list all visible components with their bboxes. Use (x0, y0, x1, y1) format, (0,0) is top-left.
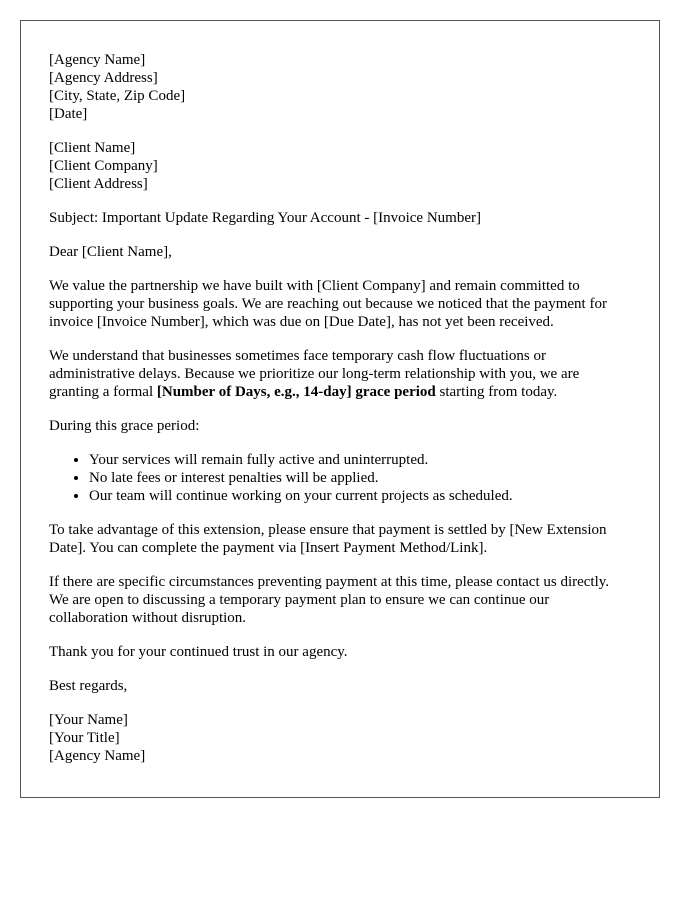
letter-page (20, 20, 660, 798)
paragraph-partnership: We value the partnership we have built with [Client Company] and remain committed to supporting your business goals. We are reaching out because we noticed that the payment for invoice [Invoice Number], which was due on [Due Date], has not yet been received. (49, 278, 607, 330)
recipient-company: [Client Company] (49, 158, 158, 174)
recipient-name: [Client Name] (49, 140, 136, 156)
grace-period-intro: During this grace period: (49, 418, 200, 434)
grace-period-emphasis: [Number of Days, e.g., 14-day] grace period (156, 384, 436, 400)
paragraph-payment-plan: If there are specific circumstances preventing payment at this time, please contact us directly. We are open to discussing a temporary payment plan to ensure we can continue our collaboration without disruption. (49, 574, 610, 626)
sender-address: [Agency Address] (49, 70, 158, 86)
closing: Best regards, (49, 678, 128, 694)
paragraph-thanks: Thank you for your continued trust in our agency. (49, 644, 348, 660)
sender-city-state-zip: [City, State, Zip Code] (49, 88, 186, 104)
recipient-address: [Client Address] (49, 176, 148, 192)
signer-name: [Your Name] (49, 712, 128, 728)
signer-agency: [Agency Name] (49, 748, 146, 764)
paragraph-payment-deadline: To take advantage of this extension, please ensure that payment is settled by [New Extension Date]. You can complete the payment via [Insert Payment Method/Link]. (49, 522, 607, 556)
grace-period-text-before: We understand that businesses sometimes face temporary cash flow fluctuations or administrative delays. Because we prioritize our long-term relationship with you, we are granting a formal (49, 348, 580, 400)
recipient-address-block (49, 139, 631, 193)
subject-line: Subject: Important Update Regarding Your Account - [Invoice Number] (49, 210, 481, 226)
letter-date: [Date] (49, 106, 88, 122)
grace-period-text-after: starting from today. (435, 384, 558, 400)
signer-title: [Your Title] (49, 730, 120, 746)
paragraph-grace-period (49, 347, 631, 401)
list-item: • Your services will remain fully active and uninterrupted. (89, 451, 631, 469)
sender-address-block (49, 51, 631, 123)
grace-period-benefits-list (49, 451, 631, 505)
sender-name: [Agency Name] (49, 52, 146, 68)
salutation: Dear [Client Name], (49, 244, 172, 260)
list-item: • No late fees or interest penalties will be applied. (89, 469, 631, 487)
signature-block (49, 711, 631, 765)
list-item: • Our team will continue working on your current projects as scheduled. (89, 487, 631, 505)
